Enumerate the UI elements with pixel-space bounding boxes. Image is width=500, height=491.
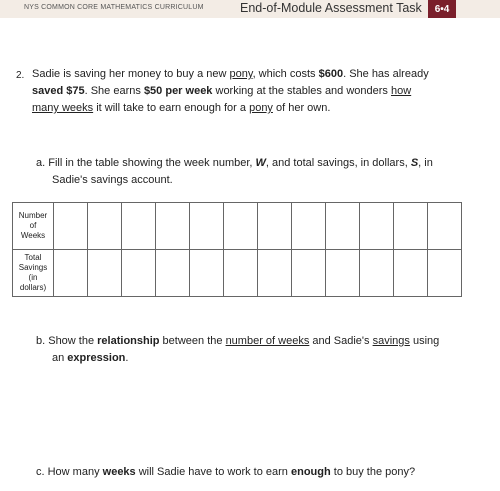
variable-w: W (255, 157, 266, 169)
weeks-row-label: Number of Weeks (13, 203, 54, 250)
weeks-cell[interactable] (326, 203, 360, 250)
many-weeks-term: many weeks (32, 102, 94, 114)
question-number: 2. (16, 70, 25, 81)
page-header (0, 0, 500, 18)
weeks-cell[interactable] (88, 203, 122, 250)
pony-term: pony (229, 68, 253, 80)
savings-cell[interactable] (258, 250, 292, 297)
savings-row-label: Total Savings (in dollars) (13, 250, 54, 297)
weeks-cell[interactable] (258, 203, 292, 250)
savings-cell[interactable] (88, 250, 122, 297)
savings-cell[interactable] (156, 250, 190, 297)
variable-s: S (410, 157, 419, 169)
curriculum-label: NYS COMMON CORE MATHEMATICS CURRICULUM (24, 4, 204, 11)
savings-row (13, 250, 462, 297)
savings-cell[interactable] (360, 250, 394, 297)
savings-cell[interactable] (122, 250, 156, 297)
savings-cell[interactable] (190, 250, 224, 297)
assessment-title: End-of-Module Assessment Task (240, 1, 422, 15)
part-b-line-1: b. Show the relationship between the number of weeks and Sadie's savings using (36, 335, 440, 347)
weeks-cell[interactable] (428, 203, 462, 250)
part-a-line-2: Sadie's savings account. (52, 174, 173, 186)
weeks-cell[interactable] (292, 203, 326, 250)
weeks-cell[interactable] (190, 203, 224, 250)
savings-cell[interactable] (224, 250, 258, 297)
question-line-1: Sadie is saving her money to buy a new pony, which costs $600. She has already (32, 68, 429, 80)
savings-cell[interactable] (428, 250, 462, 297)
weeks-cell[interactable] (54, 203, 88, 250)
weeks-cell[interactable] (394, 203, 428, 250)
saved-amount: saved $75 (32, 85, 85, 97)
savings-cell[interactable] (394, 250, 428, 297)
savings-cell[interactable] (326, 250, 360, 297)
weeks-cell[interactable] (224, 203, 258, 250)
weeks-cell[interactable] (122, 203, 156, 250)
weeks-cell[interactable] (156, 203, 190, 250)
part-b-line-2: an expression. (52, 352, 129, 364)
savings-table (12, 202, 462, 297)
savings-cell[interactable] (54, 250, 88, 297)
weeks-cell[interactable] (360, 203, 394, 250)
weekly-earnings: $50 per week (143, 85, 213, 97)
question-line-2: saved $75. She earns $50 per week working at the stables and wonders how (32, 85, 412, 97)
module-badge: 6•4 (428, 0, 456, 18)
part-c-line-1: c. How many weeks will Sadie have to work to earn enough to buy the pony? (36, 466, 416, 478)
price: $600 (318, 68, 344, 80)
part-a-line-1: a. Fill in the table showing the week number, W, and total savings, in dollars, S, in (36, 157, 433, 169)
savings-cell[interactable] (292, 250, 326, 297)
question-line-3: many weeks it will take to earn enough for a pony of her own. (32, 102, 331, 114)
weeks-row (13, 203, 462, 250)
